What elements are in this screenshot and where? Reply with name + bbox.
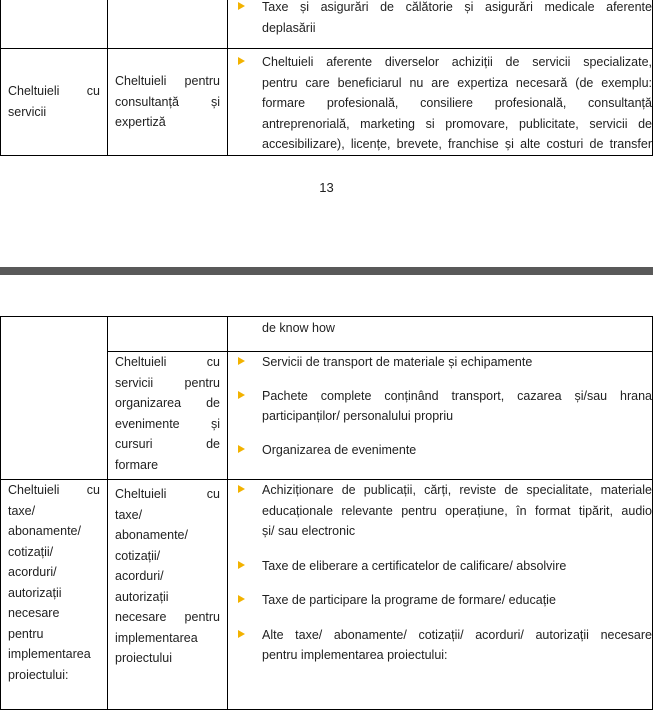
category-cell — [1, 317, 108, 480]
list-item: Servicii de transport de materiale și echipamente — [238, 352, 652, 373]
budget-table-bottom — [0, 316, 653, 710]
table-row — [1, 317, 653, 352]
budget-table-top — [0, 0, 653, 156]
subcategory-cell — [108, 480, 228, 710]
subcategory-cell — [108, 352, 228, 480]
bullet-triangle-icon — [238, 57, 245, 65]
bullet-triangle-icon — [238, 2, 245, 10]
continuation-text: de know how — [262, 321, 335, 335]
list-item: Alte taxe/ abonamente/ cotizații/ acorduri/ autorizații necesare pentru implementarea proiectului: — [238, 625, 652, 666]
bullet-triangle-icon — [238, 595, 245, 603]
list-item: Taxe de eliberare a certificatelor de calificare/ absolvire — [238, 556, 652, 577]
category-cell — [1, 0, 108, 49]
table-row — [1, 49, 653, 156]
items-cell — [228, 49, 653, 156]
subcategory-cell — [108, 0, 228, 49]
bullet-triangle-icon — [238, 357, 245, 365]
bullet-triangle-icon — [238, 445, 245, 453]
subcategory-cell — [108, 317, 228, 352]
category-cell — [1, 480, 108, 710]
page-number: 13 — [319, 180, 334, 195]
subcategory-label: Cheltuieli cu servicii pentru organizarea de evenimente și cursuri de formare — [115, 355, 220, 472]
items-cell — [228, 317, 653, 352]
list-item: Taxe și asigurări de călătorie și asigurări medicale aferente deplasării — [238, 0, 652, 38]
category-label: Cheltuieli cu servicii — [8, 84, 100, 119]
category-cell — [1, 49, 108, 156]
subcategory-label: Cheltuieli cu taxe/ abonamente/ cotizații/ acorduri/ autorizații necesare pentru implementarea proiectului — [115, 487, 220, 665]
list-item: Cheltuieli aferente diverselor achiziții de servicii specializate, pentru care beneficiarul nu are expertiza necesară (de exemplu: formare profesională, consiliere profesională, consultanță antreprenorială, marketing si promovare, publicitate, servicii de accesibilizare), licențe, brevete, franchise și alte costuri de transfer — [238, 52, 652, 155]
list-item: Organizarea de evenimente — [238, 440, 652, 461]
items-cell — [228, 0, 653, 49]
bullet-triangle-icon — [238, 561, 245, 569]
table-row — [1, 0, 653, 49]
page-break-divider — [0, 267, 653, 275]
bullet-triangle-icon — [238, 630, 245, 638]
list-item: Taxe de participare la programe de formare/ educație — [238, 590, 652, 611]
bullet-triangle-icon — [238, 485, 245, 493]
list-item: Pachete complete conținând transport, cazarea și/sau hrana participanților/ personalului propriu — [238, 386, 652, 427]
category-label: Cheltuieli cu taxe/ abonamente/ cotizații/ acorduri/ autorizații necesare pentru implementarea proiectului: — [8, 483, 100, 682]
subcategory-label: Cheltuieli pentru consultanță și expertiză — [115, 74, 220, 129]
subcategory-cell — [108, 49, 228, 156]
items-cell — [228, 480, 653, 710]
list-item: Achiziționare de publicații, cărți, reviste de specialitate, materiale educaționale relevante pentru operațiune, în format tipărit, audio și/ sau electronic — [238, 480, 652, 542]
table-row — [1, 480, 653, 710]
items-cell — [228, 352, 653, 480]
bullet-triangle-icon — [238, 391, 245, 399]
